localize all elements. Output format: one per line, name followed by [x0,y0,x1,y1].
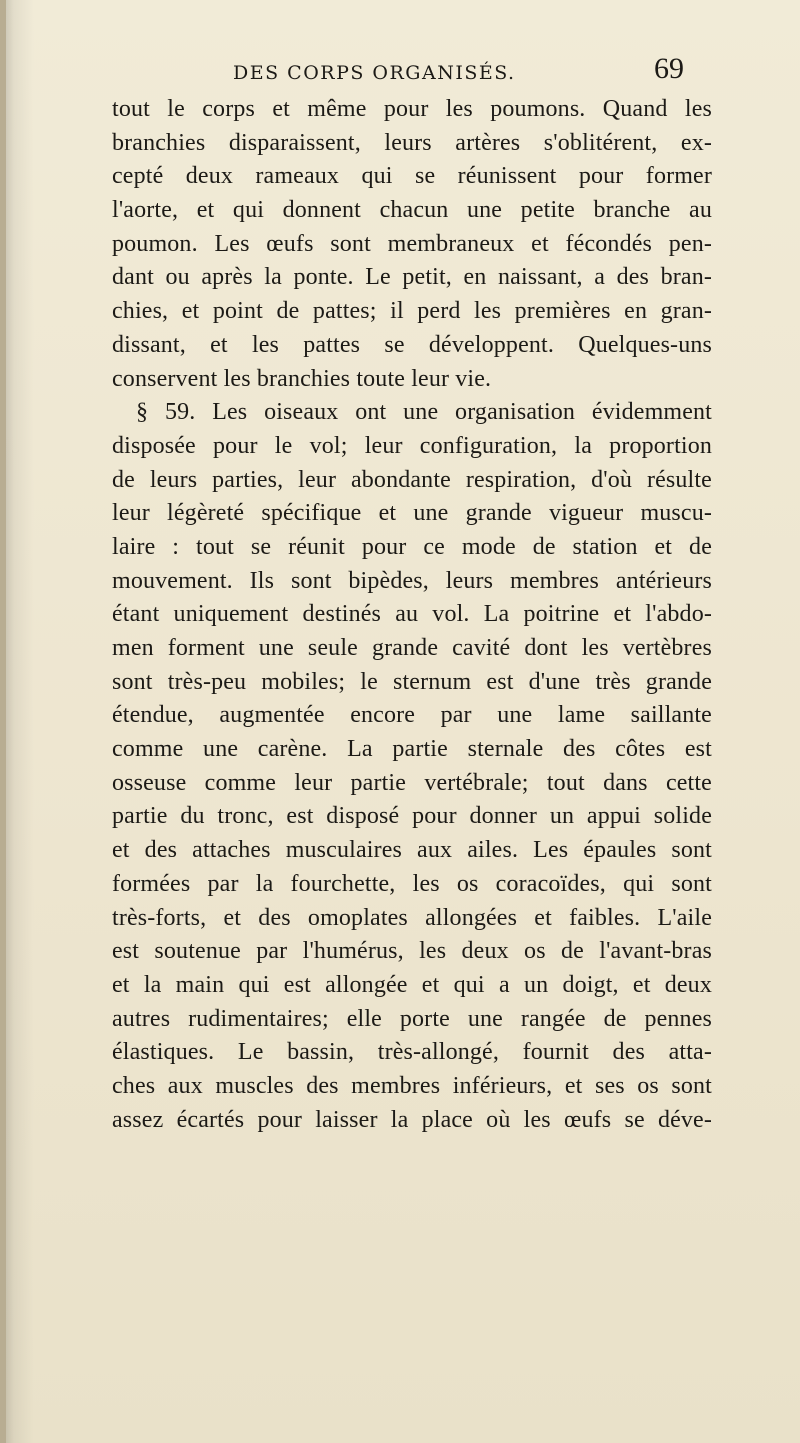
body-text [112,93,712,1137]
text-line: laire : tout se réunit pour ce mode de station et de [112,533,712,560]
text-line: partie du tronc, est disposé pour donner un appui solide [112,803,712,830]
text-line: disposée pour le vol; leur configuration, la proportion [112,432,712,459]
text-line: étant uniquement destinés au vol. La poitrine et l'abdo- [112,601,712,628]
text-line: ches aux muscles des membres inférieurs, et ses os sont [112,1072,712,1099]
text-line: cepté deux rameaux qui se réunissent pour former [112,163,712,190]
text-line: branchies disparaissent, leurs artères s'oblitérent, ex- [112,129,712,156]
text-line: leur légèreté spécifique et une grande vigueur muscu- [112,500,712,527]
text-line: sont très-peu mobiles; le sternum est d'une très grande [112,668,712,695]
text-line: formées par la fourchette, les os coracoïdes, qui sont [112,870,712,897]
text-line: conservent les branchies toute leur vie. [112,365,492,392]
text-line: comme une carène. La partie sternale des côtes est [112,736,712,763]
text-line: élastiques. Le bassin, très-allongé, fournit des atta- [112,1039,712,1066]
section-start-line: § 59. Les oiseaux ont une organisation évidemment [136,399,712,426]
text-line: men forment une seule grande cavité dont les vertèbres [112,635,712,661]
running-title: DES CORPS ORGANISÉS. [233,62,516,84]
text-line: mouvement. Ils sont bipèdes, leurs membres antérieurs [112,567,712,594]
text-line: dant ou après la ponte. Le petit, en naissant, a des bran- [112,264,712,291]
text-line: et des attaches musculaires aux ailes. Les épaules sont [112,837,712,864]
text-line: autres rudimentaires; elle porte une rangée de pennes [112,1005,712,1032]
text-line: tout le corps et même pour les poumons. Quand les [112,96,712,122]
text-line: de leurs parties, leur abondante respiration, d'où résulte [112,466,712,493]
text-line: étendue, augmentée encore par une lame saillante [112,702,712,729]
text-line: assez écartés pour laisser la place où les œufs se déve- [112,1106,712,1133]
running-head [0,52,800,96]
text-line: l'aorte, et qui donnent chacun une petite branche au [112,197,712,224]
text-line: poumon. Les œufs sont membraneux et fécondés pen- [112,230,712,257]
text-line: est soutenue par l'humérus, les deux os de l'avant-bras [112,938,712,965]
text-line: osseuse comme leur partie vertébrale; tout dans cette [112,769,712,796]
text-line: et la main qui est allongée et qui a un doigt, et deux [112,971,712,998]
page-number: 69 [654,52,684,85]
text-line: dissant, et les pattes se développent. Quelques-uns [112,331,712,358]
text-line: très-forts, et des omoplates allongées et faibles. L'aile [112,904,712,931]
text-line: chies, et point de pattes; il perd les premières en gran- [112,298,712,325]
page-binding-edge [0,0,6,1443]
